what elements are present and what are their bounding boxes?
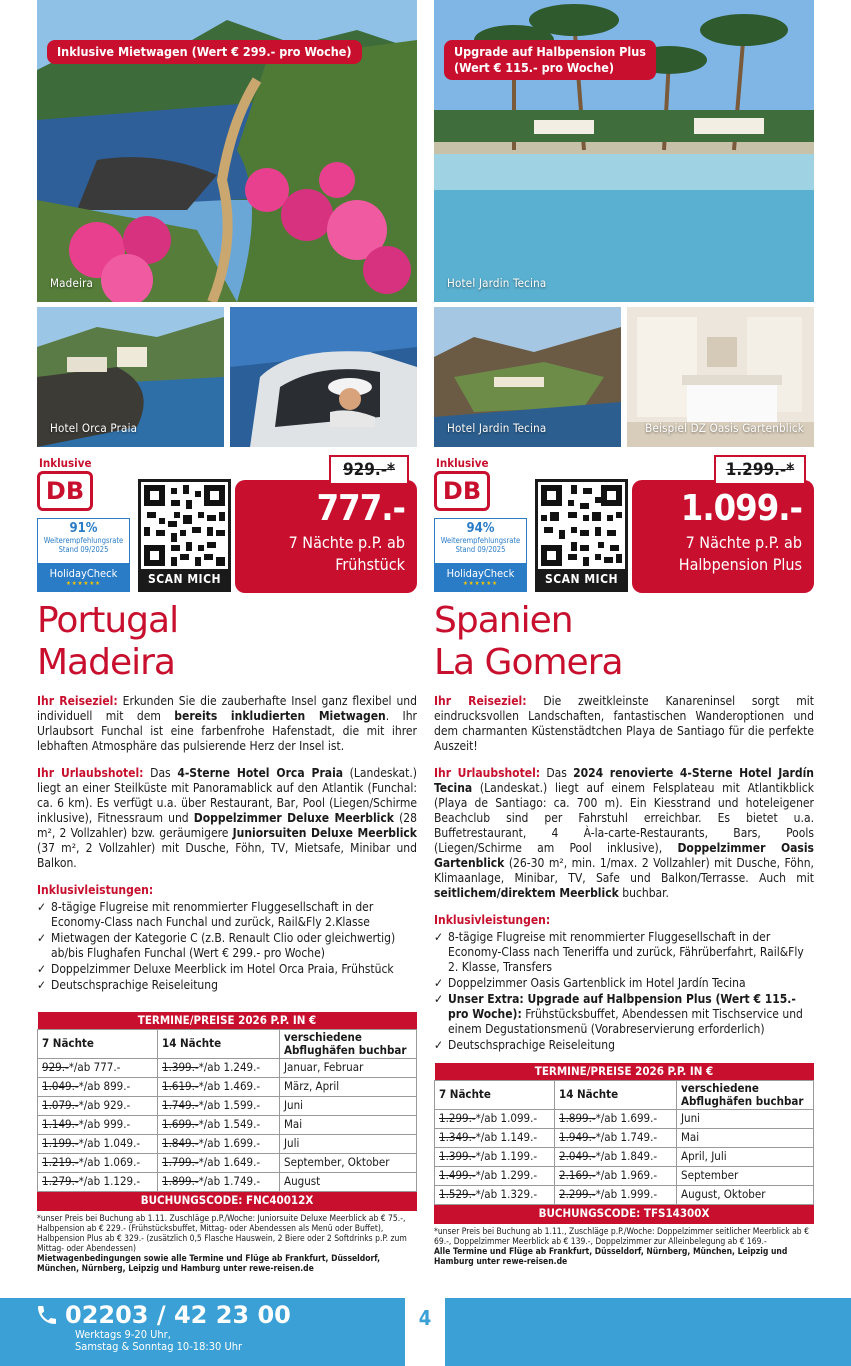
column-header: verschiedene Abflughäfen buchbar <box>280 1029 417 1058</box>
price-7-nights <box>38 1134 158 1153</box>
price-14-nights <box>158 1077 280 1096</box>
price-new: */ab 1.329.- <box>475 1187 538 1201</box>
qr-code[interactable] <box>138 479 231 592</box>
qr-code-icon <box>538 482 625 569</box>
region-name: La Gomera <box>434 642 623 683</box>
table-row <box>435 1109 814 1128</box>
price-board: Halbpension Plus <box>678 555 802 574</box>
photo-hotel-orca-praia <box>37 307 224 447</box>
price-14-nights <box>555 1147 677 1166</box>
table-row <box>38 1077 417 1096</box>
photo-caption: Hotel Jardin Tecina <box>447 421 547 435</box>
price-14-nights <box>158 1172 280 1191</box>
photo-room <box>627 307 814 447</box>
column-header: 14 Nächte <box>555 1080 677 1109</box>
hotel-paragraph <box>434 766 814 901</box>
hotel-name: 4-Sterne Hotel Orca Praia <box>177 766 344 780</box>
price-old: 1.219.- <box>42 1155 79 1169</box>
travel-dates: Januar, Februar <box>280 1058 417 1077</box>
price-14-nights <box>158 1096 280 1115</box>
price-new: */ab 1.969.- <box>595 1168 658 1182</box>
photo-caption: Beispiel DZ Oasis Gartenblick <box>645 421 804 435</box>
price-old: 1.799.- <box>162 1155 199 1169</box>
table-row <box>38 1134 417 1153</box>
price-new: */ab 1.599.- <box>198 1098 261 1112</box>
footnote-terms: Alle Termine und Flüge ab Frankfurt, Düsseldorf, Nürnberg, München, Leipzig und Hamburg unter rewe-reisen.de <box>434 1246 788 1267</box>
column-header: 7 Nächte <box>435 1080 555 1109</box>
hotel-text: (Landeskat.) liegt an einer Steilküste mit Panoramablick auf den Atlantik (Funchal: ca. 6 km). Es verfügt u.a. über Restaurant, Bar, Pool (Liegen/Schirme inklusive), Fitnessraum und <box>37 766 418 825</box>
price-old: 1.349.- <box>439 1130 476 1144</box>
travel-dates: Mai <box>677 1128 814 1147</box>
travel-dates: September <box>677 1166 814 1185</box>
contact-block <box>35 1301 291 1353</box>
price-new: */ab 999.- <box>78 1117 131 1131</box>
price-new: */ab 1.469.- <box>198 1079 261 1093</box>
travel-dates: August, Oktober <box>677 1185 814 1204</box>
promo-banner-line: (Wert € 115.- pro Woche) <box>454 60 615 75</box>
price-7-nights <box>435 1147 555 1166</box>
price-old: 1.199.- <box>42 1136 79 1150</box>
holidaycheck-wordmark: HolidayCheck <box>49 567 118 580</box>
price-old: 1.079.- <box>42 1098 79 1112</box>
recommendation-date: Stand 09/2025 <box>58 545 109 554</box>
column-header: 7 Nächte <box>38 1029 158 1058</box>
price-new: */ab 1.749.- <box>595 1130 658 1144</box>
table-row <box>38 1096 417 1115</box>
travel-dates: August <box>280 1172 417 1191</box>
price-card <box>632 480 814 593</box>
price-7-nights <box>38 1172 158 1191</box>
destination-text: Die zweitkleinste Kanareninsel sorgt mit eindrucksvollen Landschaften, fantastischen Wanderoptionen und dem charmanten Küstenstädtchen Playa de Santiago für die perfekte Auszeit! <box>434 694 814 753</box>
old-price <box>714 455 806 485</box>
current-price: 1.099.- <box>680 488 802 529</box>
price-7-nights <box>38 1115 158 1134</box>
hotel-paragraph <box>37 766 417 871</box>
holidaycheck-badge <box>37 518 130 592</box>
travel-dates: April, Juli <box>677 1147 814 1166</box>
table-row <box>38 1172 417 1191</box>
destination-highlight: bereits inkludierten Mietwagen <box>174 709 386 723</box>
old-price-value: 1.299.-* <box>725 460 795 480</box>
recommendation-rate: 94% <box>466 521 495 536</box>
price-card <box>235 480 417 593</box>
price-table <box>37 1012 417 1211</box>
photo-caption: Hotel Orca Praia <box>50 421 138 435</box>
table-title: TERMINE/PREISE 2026 P.P. IN € <box>435 1063 814 1080</box>
inclusions-heading: Inklusivleistungen: <box>37 883 154 897</box>
price-new: */ab 1.699.- <box>595 1111 658 1125</box>
travel-dates: Mai <box>280 1115 417 1134</box>
table-row <box>38 1115 417 1134</box>
list-item: ✓ 8-tägige Flugreise mit renommierter Fluggesellschaft in der Economy-Class nach Funchal und zurück, Rail&Fly 2.Klasse <box>37 900 417 930</box>
price-new: */ab 1.069.- <box>78 1155 141 1169</box>
hours-weekend: Samstag & Sonntag 10-18:30 Uhr <box>75 1340 243 1353</box>
travel-dates: Juli <box>280 1134 417 1153</box>
price-old: 1.299.- <box>439 1111 476 1125</box>
destination-title <box>434 600 623 684</box>
price-old: 1.949.- <box>559 1130 596 1144</box>
offer-description <box>434 694 814 1054</box>
price-table-block <box>434 1063 814 1267</box>
inklusive-label: Inklusive <box>39 456 92 470</box>
inclusions-heading: Inklusivleistungen: <box>434 913 551 927</box>
price-7-nights <box>435 1185 555 1204</box>
qr-code-icon <box>141 482 228 569</box>
column-header: 14 Nächte <box>158 1029 280 1058</box>
promo-banner-line: Upgrade auf Halbpension Plus <box>454 44 646 59</box>
price-7-nights <box>435 1109 555 1128</box>
table-row <box>435 1166 814 1185</box>
price-new: */ab 1.549.- <box>198 1117 261 1131</box>
destination-title <box>37 600 178 684</box>
price-table-block <box>37 1012 417 1274</box>
room-view: seitlichem/direktem Meerblick <box>434 886 619 900</box>
price-7-nights <box>38 1077 158 1096</box>
qr-code[interactable] <box>535 479 628 592</box>
price-old: 1.399.- <box>439 1149 476 1163</box>
price-new: */ab 1.249.- <box>198 1060 261 1074</box>
footnote: *unser Preis bei Buchung ab 1.11., Zuschläge p.P./Woche: Doppelzimmer seitlicher Meerblick ab € 69.-, Doppelzimmer Meerblick ab € 139.-, Doppelzimmer zur Alleinbelegung ab € 169.- <box>434 1226 809 1247</box>
price-14-nights <box>555 1128 677 1147</box>
price-old: 1.619.- <box>162 1079 199 1093</box>
hours-weekdays: Werktags 9-20 Uhr, <box>75 1328 171 1341</box>
price-new: */ab 1.129.- <box>78 1174 141 1188</box>
extra-text: Frühstücksbuffet, Abendessen mit Tischservice und einem Degustationsmenü (Vorabreservierung erforderlich) <box>448 1007 803 1036</box>
travel-dates: Juni <box>677 1109 814 1128</box>
price-7-nights <box>38 1058 158 1077</box>
recommendation-label: Weiterempfehlungsrate <box>43 536 124 545</box>
price-old: 2.169.- <box>559 1168 596 1182</box>
list-item: ✓ Deutschsprachige Reiseleitung <box>434 1038 814 1053</box>
list-item: ✓ Deutschsprachige Reiseleitung <box>37 978 417 993</box>
price-old: 1.279.- <box>42 1174 79 1188</box>
price-7-nights <box>435 1128 555 1147</box>
price-old: 1.399.- <box>162 1060 199 1074</box>
hotel-text: (28 m², 2 Vollzahler) bzw. geräumigere <box>37 811 418 840</box>
price-14-nights <box>158 1134 280 1153</box>
extra-highlight: Unser Extra: Upgrade auf Halbpension Plus (Wert € 115.- pro Woche): <box>448 992 796 1021</box>
room-type: Juniorsuiten Deluxe Meerblick <box>232 826 417 840</box>
price-new: */ab 1.199.- <box>475 1149 538 1163</box>
table-row <box>435 1128 814 1147</box>
price-new: */ab 1.049.- <box>78 1136 141 1150</box>
holidaycheck-wordmark: HolidayCheck <box>446 567 515 580</box>
price-table <box>434 1063 814 1224</box>
price-old: 1.899.- <box>559 1111 596 1125</box>
destination-text: Erkunden Sie die zauberhafte Insel ganz flexibel und individuell mit dem <box>37 694 418 723</box>
recommendation-date: Stand 09/2025 <box>455 545 506 554</box>
old-price <box>329 455 409 485</box>
list-item: ✓ Doppelzimmer Deluxe Meerblick im Hotel Orca Praia, Frühstück <box>37 962 417 977</box>
price-old: 1.149.- <box>42 1117 79 1131</box>
price-new: */ab 1.649.- <box>198 1155 261 1169</box>
region-name: Madeira <box>37 642 175 683</box>
hotel-text: Das <box>546 766 567 780</box>
table-row <box>435 1185 814 1204</box>
price-old: 1.899.- <box>162 1174 199 1188</box>
price-14-nights <box>158 1115 280 1134</box>
price-7-nights <box>435 1166 555 1185</box>
price-14-nights <box>555 1185 677 1204</box>
price-new: */ab 1.099.- <box>475 1111 538 1125</box>
list-item: ✓ Doppelzimmer Oasis Gartenblick im Hotel Jardín Tecina <box>434 976 814 991</box>
hotel-text: (26-30 m², min. 1/max. 2 Vollzahler) mit Dusche, Föhn, Klimaanlage, Minibar, TV, Safe und Balkon/Terrasse. Auch mit <box>434 856 814 885</box>
price-14-nights <box>158 1058 280 1077</box>
current-price: 777.- <box>316 488 405 529</box>
db-logo: DB <box>434 471 490 511</box>
travel-dates: September, Oktober <box>280 1153 417 1172</box>
price-new: */ab 777.- <box>68 1060 121 1074</box>
promo-banner <box>444 40 656 80</box>
recommendation-rate: 91% <box>69 521 98 536</box>
travel-dates: Juni <box>280 1096 417 1115</box>
hotel-text: buchbar. <box>622 886 669 900</box>
table-row <box>38 1153 417 1172</box>
hotel-label: Ihr Urlaubshotel: <box>37 766 144 780</box>
price-7-nights <box>38 1096 158 1115</box>
photo-car-driver <box>230 307 417 447</box>
price-new: */ab 929.- <box>78 1098 131 1112</box>
holidaycheck-badge <box>434 518 527 592</box>
booking-code: BUCHUNGSCODE: TFS14300X <box>435 1204 814 1223</box>
column-header: verschiedene Abflughäfen buchbar <box>677 1080 814 1109</box>
destination-label: Ihr Reiseziel: <box>37 694 118 708</box>
star-icon: ★★★★★★ <box>65 580 102 587</box>
price-new: */ab 899.- <box>78 1079 131 1093</box>
photo-hotel-cliff <box>434 307 621 447</box>
old-price-value: 929.-* <box>342 460 396 480</box>
page-number: 4 <box>405 1298 445 1366</box>
price-14-nights <box>555 1109 677 1128</box>
price-old: 1.049.- <box>42 1079 79 1093</box>
travel-dates: März, April <box>280 1077 417 1096</box>
price-duration: 7 Nächte p.P. ab <box>685 533 802 552</box>
booking-code: BUCHUNGSCODE: FNC40012X <box>38 1191 417 1210</box>
price-14-nights <box>555 1166 677 1185</box>
price-14-nights <box>158 1153 280 1172</box>
destination-label: Ihr Reiseziel: <box>434 694 527 708</box>
hotel-text: Das <box>150 766 171 780</box>
price-old: 1.699.- <box>162 1117 199 1131</box>
price-new: */ab 1.299.- <box>475 1168 538 1182</box>
hotel-text: (37 m², 2 Vollzahler) mit Dusche, Föhn, TV, Mietsafe, Minibar und Balkon. <box>37 841 417 870</box>
price-new: */ab 1.749.- <box>198 1174 261 1188</box>
price-new: */ab 1.999.- <box>595 1187 658 1201</box>
hotel-label: Ihr Urlaubshotel: <box>434 766 541 780</box>
scan-me-label: SCAN MICH <box>147 572 222 586</box>
photo-hotel-pool <box>434 0 814 302</box>
price-old: 2.299.- <box>559 1187 596 1201</box>
country-name: Spanien <box>434 600 573 641</box>
phone-number-link[interactable] <box>35 1301 291 1329</box>
price-duration: 7 Nächte p.P. ab <box>288 533 405 552</box>
destination-paragraph <box>434 694 814 754</box>
price-board: Frühstück <box>335 555 405 574</box>
price-old: 2.049.- <box>559 1149 596 1163</box>
destination-paragraph <box>37 694 417 754</box>
price-old: 929.- <box>42 1060 69 1074</box>
table-title: TERMINE/PREISE 2026 P.P. IN € <box>38 1012 417 1029</box>
db-logo: DB <box>37 471 93 511</box>
price-new: */ab 1.849.- <box>595 1149 658 1163</box>
phone-number: 02203 / 42 23 00 <box>65 1301 291 1329</box>
scan-me-label: SCAN MICH <box>544 572 619 586</box>
recommendation-label: Weiterempfehlungsrate <box>440 536 521 545</box>
list-item: ✓ Mietwagen der Kategorie C (z.B. Renault Clio oder gleichwertig) ab/bis Flughafen Funchal (Wert € 299.- pro Woche) <box>37 931 417 961</box>
inklusive-label: Inklusive <box>436 456 489 470</box>
price-7-nights <box>38 1153 158 1172</box>
price-old: 1.849.- <box>162 1136 199 1150</box>
room-type: Doppelzimmer Deluxe Meerblick <box>193 811 394 825</box>
country-name: Portugal <box>37 600 179 641</box>
hotel-text: (Landeskat.) liegt auf einem Felsplateau mit Atlantikblick (Playa de Santiago: ca. 700 m). Ein Kiesstrand und hoteleigener Beachclub sind per Fahrstuhl erreichbar. Es bietet u.a. Buffetrestaurant, 4 À-la-carte-Restaurants, Bars, Pools (Liegen/Schirme am Pool inklusive), <box>434 781 814 855</box>
price-old: 1.499.- <box>439 1168 476 1182</box>
list-item-extra <box>434 992 814 1037</box>
photo-caption: Madeira <box>50 276 94 290</box>
price-old: 1.529.- <box>439 1187 476 1201</box>
list-item: ✓ 8-tägige Flugreise mit renommierter Fluggesellschaft in der Economy-Class nach Teneriffa und zurück, Fährüberfahrt, Rail&Fly 2. Klasse, Transfers <box>434 930 814 975</box>
price-old: 1.749.- <box>162 1098 199 1112</box>
holidaycheck-logo <box>38 563 129 591</box>
hotel-name: 2024 renovierte 4-Sterne Hotel Jardín Tecina <box>434 766 814 795</box>
photo-madeira <box>37 0 417 302</box>
holidaycheck-logo <box>435 563 526 591</box>
offer-description <box>37 694 417 994</box>
photo-caption: Hotel Jardin Tecina <box>447 276 547 290</box>
room-type: Doppelzimmer Oasis Gartenblick <box>434 841 814 870</box>
footnote: *unser Preis bei Buchung ab 1.11. Zuschläge p.P./Woche: Juniorsuite Deluxe Meerblick ab € 75.-, Halbpension ab € 229.- (Frühstücksbuffet, Mittag- oder Abendessen als Menü oder Buffet), Halbpension Plus ab € 329.- (zusätzlich 0,5 Flasche Hauswein, 2 Biere oder 2 Softdrinks p.P. zum Mittag- oder Abendessen) <box>37 1213 407 1254</box>
destination-text-end: . Ihr Urlaubsort Funchal ist eine farbenfrohe Hafenstadt, die mit ihrer lebhaften Atmosphäre das pulsierende Herz der Insel ist. <box>37 709 417 753</box>
inclusions-list <box>37 900 417 993</box>
inclusions-list <box>434 930 814 1053</box>
table-row <box>435 1147 814 1166</box>
price-new: */ab 1.149.- <box>475 1130 538 1144</box>
footnote-terms: Mietwagenbedingungen sowie alle Termine und Flüge ab Frankfurt, Düsseldorf, München, Nürnberg, Leipzig und Hamburg unter rewe-reisen.de <box>37 1253 381 1274</box>
promo-banner: Inklusive Mietwagen (Wert € 299.- pro Woche) <box>47 40 362 64</box>
star-icon: ★★★★★★ <box>462 580 499 587</box>
table-row <box>38 1058 417 1077</box>
phone-icon <box>35 1303 59 1327</box>
price-new: */ab 1.699.- <box>198 1136 261 1150</box>
